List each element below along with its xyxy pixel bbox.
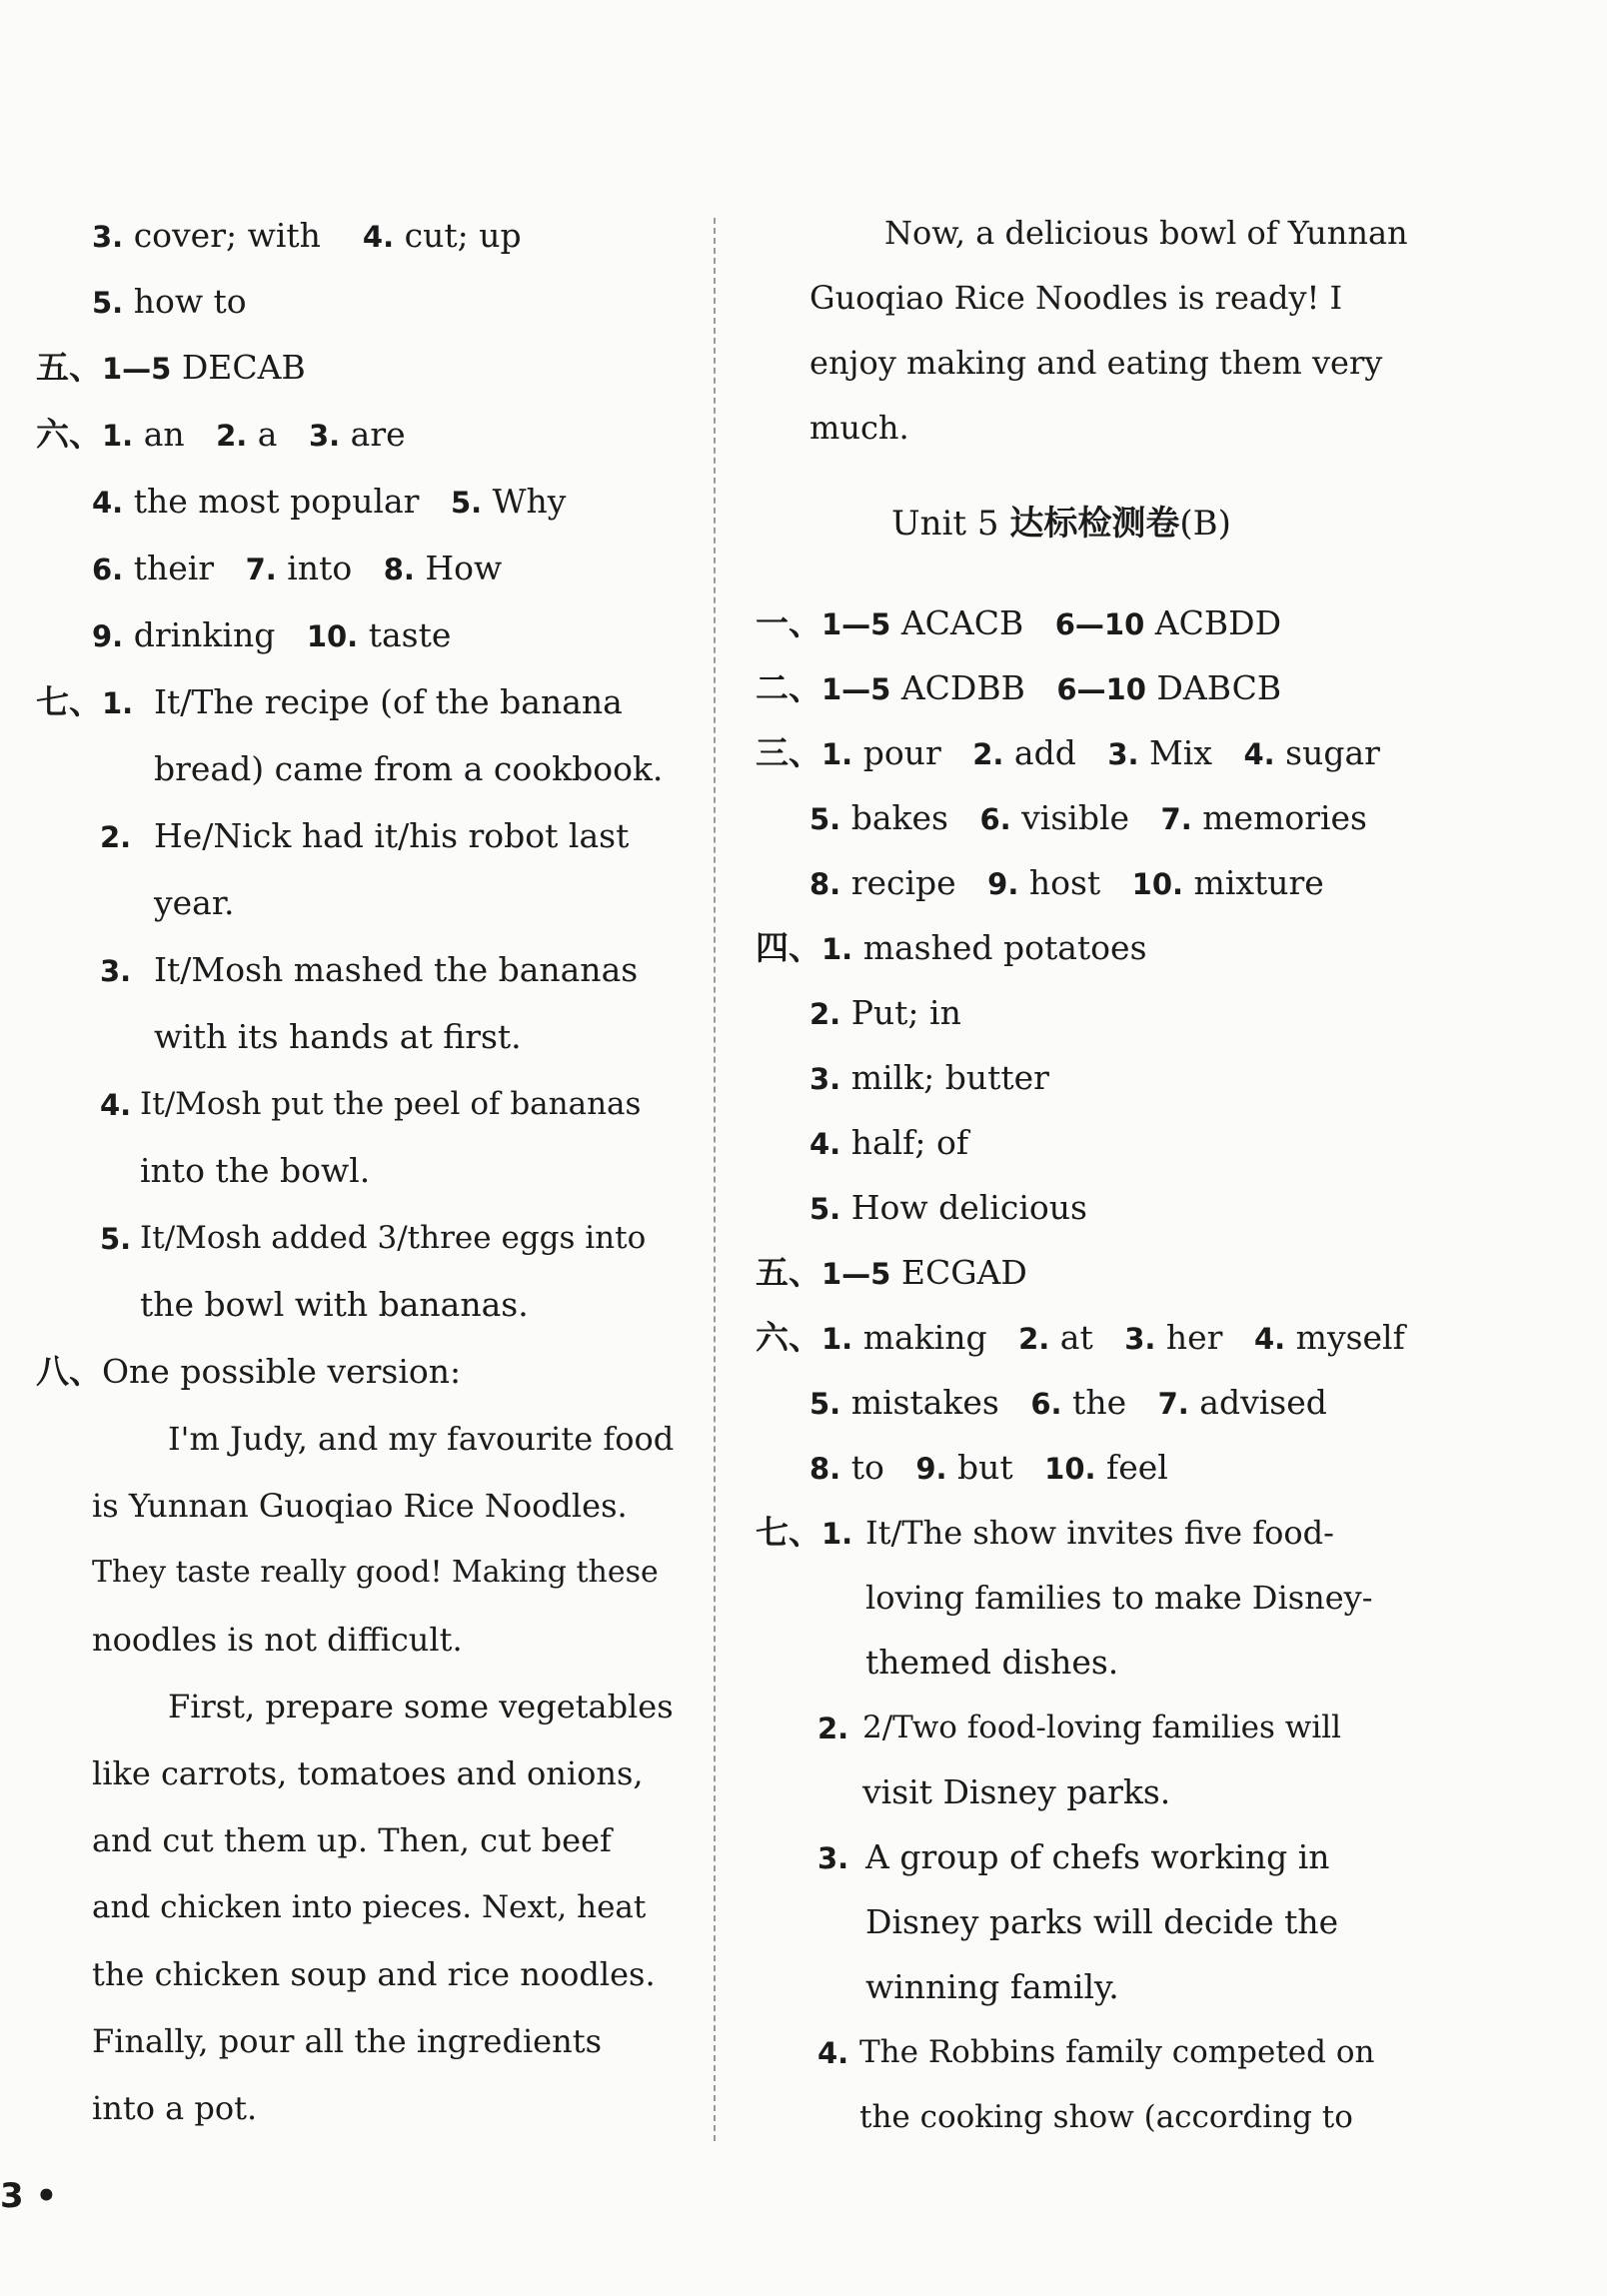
section-three-answers: 三、1. pour 2. add 3. Mix 4. sugar (756, 733, 1380, 772)
answer-sentence: It/The show invites five food- (865, 1514, 1334, 1552)
item-number: 4. (817, 2036, 849, 2070)
essay-line: Finally, pour all the ingredients (92, 2022, 602, 2060)
answer-line: 3. cover; with 4. cut; up (92, 216, 522, 255)
section-seven-label: 七、1. (36, 682, 134, 721)
answer-sentence: It/The recipe (of the banana (154, 682, 623, 721)
answer-sentence: year. (154, 883, 235, 922)
answer-sentence: the bowl with bananas. (140, 1285, 529, 1324)
answer-sentence: Disney parks will decide the (865, 1902, 1339, 1941)
section-seven-label: 七、1. (756, 1513, 853, 1552)
section-title: Unit 5 达标检测卷(B) (891, 504, 1231, 544)
answer-line: 4. half; of (809, 1123, 969, 1162)
essay-line: First, prepare some vegetables (168, 1688, 674, 1725)
item-number: 3. (100, 954, 132, 988)
answer-line: 5. mistakes 6. the 7. advised (809, 1383, 1327, 1422)
answer-sentence: The Robbins family competed on (859, 2034, 1375, 2070)
section-eight-heading: 八、One possible version: (36, 1352, 462, 1391)
section-five-answers: 五、1—5 DECAB (36, 348, 306, 387)
item-number: 3. (817, 1841, 849, 1875)
essay-line: Guoqiao Rice Noodles is ready! I (809, 279, 1343, 317)
answer-line: 8. recipe 9. host 10. mixture (809, 863, 1324, 902)
section-five-answers: 五、1—5 ECGAD (756, 1253, 1027, 1292)
answer-sentence: themed dishes. (865, 1643, 1119, 1682)
essay-line: noodles is not difficult. (92, 1621, 463, 1659)
answer-sentence: bread) came from a cookbook. (154, 749, 664, 788)
section-four-answers: 四、1. mashed potatoes (756, 928, 1147, 967)
section-one-answers: 一、1—5 ACACB 6—10 ACBDD (756, 603, 1282, 642)
answer-line: 5. how to (92, 282, 247, 321)
essay-line: I'm Judy, and my favourite food (168, 1420, 675, 1458)
answer-sentence: A group of chefs working in (865, 1837, 1330, 1876)
essay-line: the chicken soup and rice noodles. (92, 1955, 656, 1993)
essay-line: and chicken into pieces. Next, heat (92, 1889, 647, 1925)
item-number: 5. (100, 1222, 132, 1256)
answer-line: 5. bakes 6. visible 7. memories (809, 798, 1367, 837)
answer-sentence: He/Nick had it/his robot last (154, 816, 630, 855)
essay-line: like carrots, tomatoes and onions, (92, 1754, 644, 1792)
item-number: 2. (100, 820, 132, 854)
answer-sentence: 2/Two food-loving families will (862, 1710, 1342, 1745)
answer-sentence: visit Disney parks. (862, 1772, 1171, 1811)
essay-line: enjoy making and eating them very (809, 344, 1383, 382)
essay-line: into a pot. (92, 2089, 258, 2127)
answer-line: 5. How delicious (809, 1188, 1087, 1227)
essay-line: They taste really good! Making these (92, 1555, 659, 1590)
essay-line: much. (809, 409, 909, 447)
answer-sentence: with its hands at first. (154, 1017, 522, 1056)
answer-sentence: winning family. (865, 1967, 1119, 2006)
section-six-answers: 六、1. an 2. a 3. are (36, 415, 406, 454)
answer-line: 6. their 7. into 8. How (92, 549, 503, 587)
essay-line: is Yunnan Guoqiao Rice Noodles. (92, 1487, 628, 1525)
section-two-answers: 二、1—5 ACDBB 6—10 DABCB (756, 668, 1282, 707)
answer-line: 4. the most popular 5. Why (92, 482, 567, 521)
answer-line: 3. milk; butter (809, 1058, 1049, 1097)
answer-sentence: into the bowl. (140, 1151, 371, 1190)
answer-line: 9. drinking 10. taste (92, 615, 452, 654)
answer-sentence: loving families to make Disney- (865, 1579, 1373, 1617)
answer-sentence: the cooking show (according to (859, 2099, 1353, 2135)
answer-line: 2. Put; in (809, 993, 961, 1032)
item-number: 4. (100, 1088, 132, 1122)
answer-line: 8. to 9. but 10. feel (809, 1448, 1168, 1487)
answer-sentence: It/Mosh mashed the bananas (154, 950, 639, 989)
column-divider (714, 218, 716, 2141)
answer-sentence: It/Mosh added 3/three eggs into (140, 1220, 647, 1256)
answer-sentence: It/Mosh put the peel of bananas (140, 1086, 642, 1122)
essay-line: and cut them up. Then, cut beef (92, 1821, 612, 1859)
item-number: 2. (817, 1712, 849, 1745)
section-six-answers: 六、1. making 2. at 3. her 4. myself (756, 1318, 1405, 1357)
page-number: 3 • (0, 2176, 58, 2216)
essay-line: Now, a delicious bowl of Yunnan (884, 214, 1408, 252)
